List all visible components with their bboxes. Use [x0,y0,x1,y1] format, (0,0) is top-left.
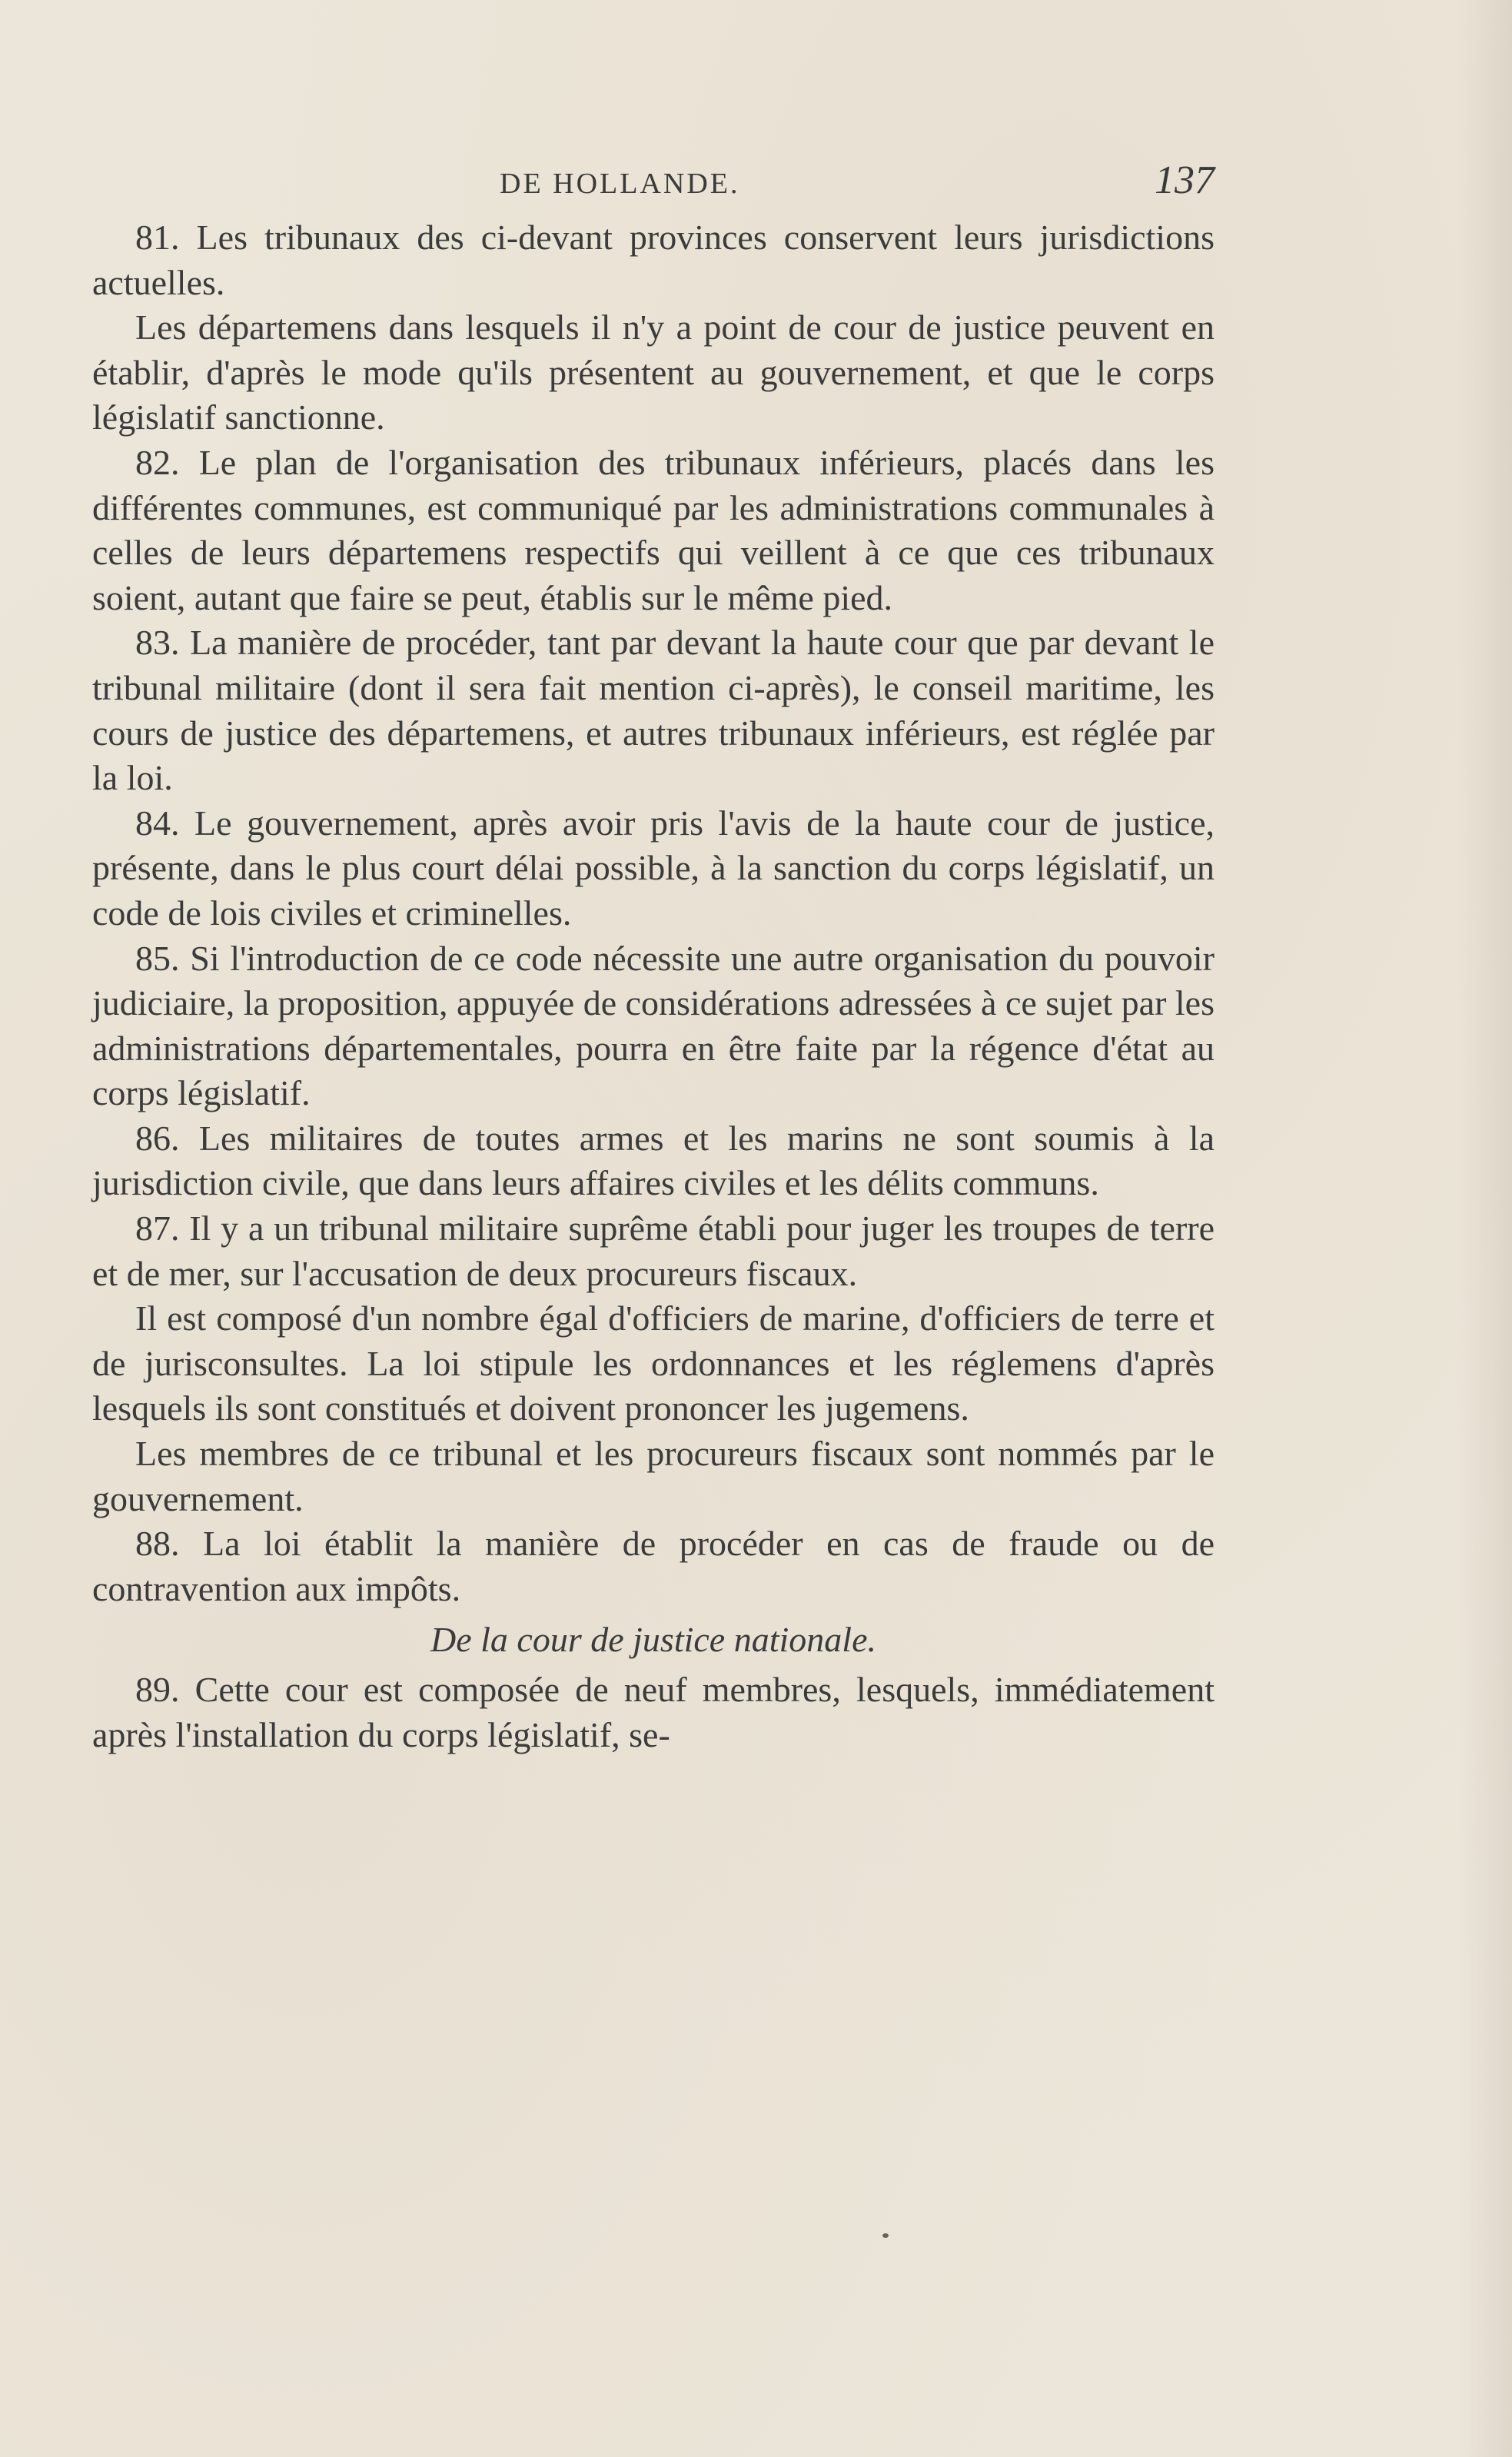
paragraph-87-composition: Il est composé d'un nombre égal d'officiers de marine, d'officiers de terre et de jurisconsultes. La loi stipule les ordonnances et les réglemens d'après lesquels ils sont constitués et doivent prononcer les jugemens. [92,1298,1215,1428]
section-title: De la cour de justice nationale. [430,1620,876,1660]
paragraph-88: 88. La loi établit la manière de procéder en cas de fraude ou de contravention aux impôts. [92,1524,1215,1608]
page-edge-shading [1458,0,1512,2457]
paragraph-82: 82. Le plan de l'organisation des tribunaux inférieurs, placés dans les différentes communes, est communiqué par les administrations communales à celles de leurs départemens respectifs qui veillent à ce que ces tribunaux soient, autant que faire se peut, établis sur le même pied. [92,442,1215,617]
page-number: 137 [1155,158,1215,202]
paragraph-86: 86. Les militaires de toutes armes et les marins ne sont soumis à la jurisdiction civile, que dans leurs affaires civiles et les délits communs. [92,1118,1215,1203]
paragraph-83: 83. La manière de procéder, tant par devant la haute cour que par devant le tribunal militaire (dont il sera fait mention ci-après), le conseil maritime, les cours de justice des départemens, et autres tribunaux inférieurs, est réglée par la loi. [92,623,1215,798]
paragraph-81: 81. Les tribunaux des ci-devant provinces conservent leurs jurisdictions actuelles. [92,218,1215,302]
paragraph-87: 87. Il y a un tribunal militaire suprême établi pour juger les troupes de terre et de mer, sur l'accusation de deux procureurs fiscaux. [92,1209,1215,1293]
page-header [92,158,1215,211]
paragraph-85: 85. Si l'introduction de ce code nécessite une autre organisation du pouvoir judiciaire, la proposition, appuyée de considérations adressées à ce sujet par les administrations départementales, pourra en être faite par la régence d'état au corps législatif. [92,938,1215,1113]
paragraph-84: 84. Le gouvernement, après avoir pris l'avis de la haute cour de justice, présente, dans le plus court délai possible, à la sanction du corps législatif, un code de lois civiles et criminelles. [92,803,1215,933]
ink-speck [882,2233,889,2238]
paragraph-81-continued: Les départemens dans lesquels il n'y a point de cour de justice peuvent en établir, d'après le mode qu'ils présentent au gouvernement, et que le corps législatif sanctionne. [92,308,1215,437]
running-head: DE HOLLANDE. [500,168,740,200]
body-text [92,215,1215,1757]
paragraph-87-appointment: Les membres de ce tribunal et les procureurs fiscaux sont nommés par le gouvernement. [92,1434,1215,1518]
paragraph-89: 89. Cette cour est composée de neuf membres, lesquels, immédiatement après l'installation du corps législatif, se- [92,1670,1215,1754]
